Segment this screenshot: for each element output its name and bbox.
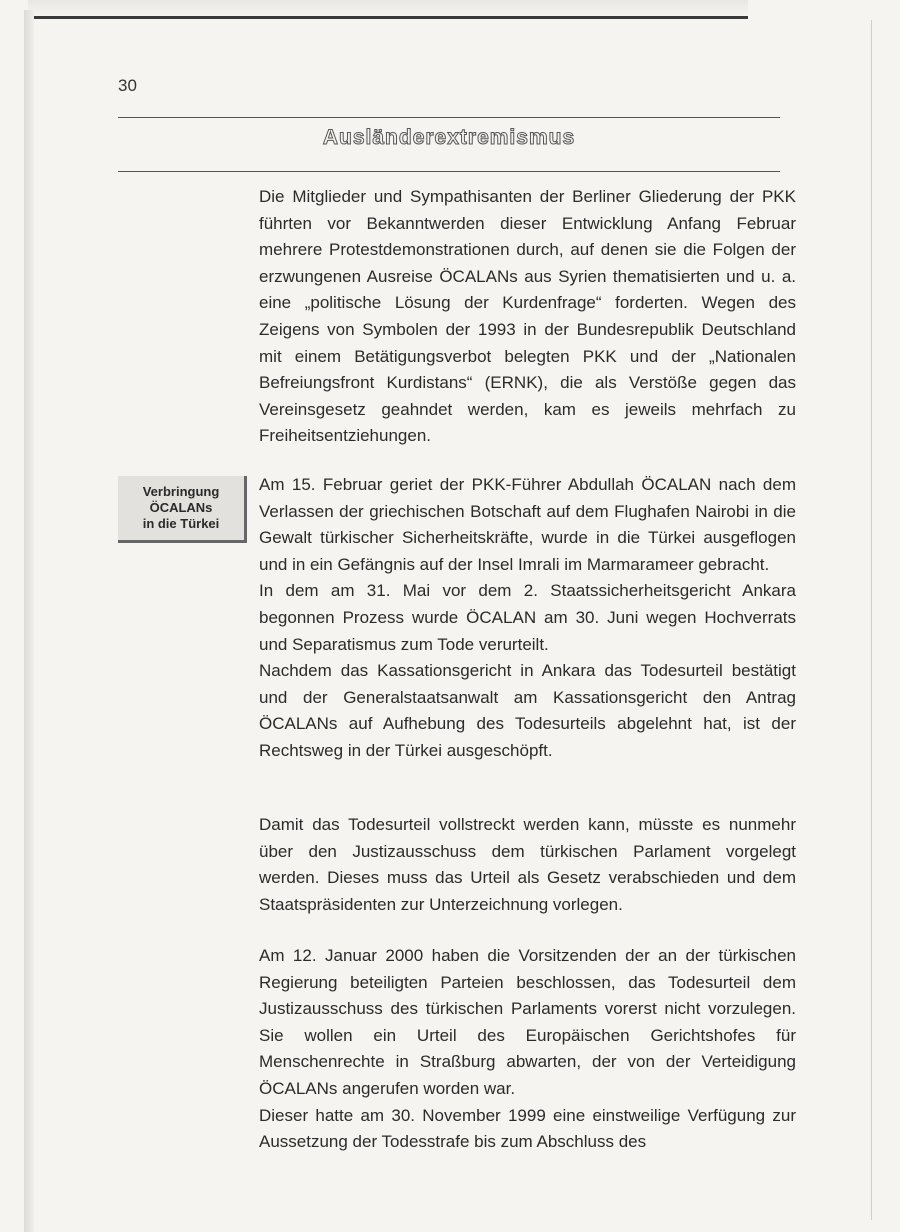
paragraph: Am 15. Februar geriet der PKK-Führer Abdullah ÖCALAN nach dem Verlassen der griechischen Botschaft auf dem Flughafen Nairobi in die Gewalt türkischer Sicherheitskräfte, wurde in die Türkei ausgeflogen und in ein Gefängnis auf der Insel Imrali im Marmarameer gebracht. bbox=[259, 475, 796, 574]
page-number: 30 bbox=[118, 76, 137, 95]
body-section-3 bbox=[259, 812, 796, 918]
running-title: Ausländerextremismus bbox=[322, 126, 576, 149]
scan-right-edge bbox=[871, 20, 872, 1220]
paragraph: Am 12. Januar 2000 haben die Vorsitzenden der an der türkischen Regierung beteiligten Parteien beschlossen, das Todesurteil dem Justizausschuss des türkischen Parlaments vorerst nicht vorzulegen. Sie wollen ein Urteil des Europäischen Gerichtshofes für Menschenrechte in Straßburg abwarten, der von der Verteidigung ÖCALANs angerufen worden war. bbox=[259, 946, 796, 1098]
header-rule-top bbox=[118, 117, 780, 118]
paragraph: Damit das Todesurteil vollstreckt werden kann, müsste es nunmehr über den Justizausschuss dem türkischen Parlament vorgelegt werden. Dieses muss das Urteil als Gesetz verabschieden und dem Staatspräsidenten zur Unterzeichnung vorlegen. bbox=[259, 815, 796, 914]
scan-left-edge bbox=[24, 10, 34, 1232]
body-section-4 bbox=[259, 943, 796, 1156]
scan-top-edge bbox=[28, 0, 748, 19]
margin-note-line: Verbringung bbox=[142, 484, 220, 499]
paragraph: In dem am 31. Mai vor dem 2. Staatssicherheitsgericht Ankara begonnen Prozess wurde ÖCALAN am 30. Juni wegen Hochverrats und Separatismus zum Tode verurteilt. bbox=[259, 581, 796, 654]
paragraph: Nachdem das Kassationsgericht in Ankara das Todesurteil bestätigt und der Generalstaatsanwalt am Kassationsgericht den Antrag ÖCALANs auf Aufhebung des Todesurteils abgelehnt hat, ist der Rechtsweg in der Türkei ausgeschöpft. bbox=[259, 661, 796, 760]
margin-note bbox=[118, 476, 247, 543]
margin-note-line: in die Türkei bbox=[142, 516, 220, 531]
body-section-2 bbox=[259, 472, 796, 765]
paragraph: Dieser hatte am 30. November 1999 eine einstweilige Verfügung zur Aussetzung der Todesstrafe bis zum Abschluss des bbox=[259, 1105, 796, 1152]
margin-note-line: ÖCALANs bbox=[149, 500, 213, 515]
paragraph: Die Mitglieder und Sympathisanten der Berliner Gliederung der PKK führten vor Bekanntwerden dieser Entwicklung Anfang Februar mehrere Protestdemonstrationen durch, auf denen sie die Folgen der erzwungenen Ausreise ÖCALANs aus Syrien thematisierten und u. a. eine „politische Lösung der Kurdenfrage“ forderten. Wegen des Zeigens von Symbolen der 1993 in der Bundesrepublik Deutschland mit einem Betätigungsverbot belegten PKK und der „Nationalen Befreiungsfront Kurdistans“ (ERNK), die als Verstöße gegen das Vereinsgesetz geahndet werden, kam es jeweils mehrfach zu Freiheitsentziehungen. bbox=[259, 187, 796, 446]
header-rule-bottom bbox=[118, 171, 780, 172]
body-section-1 bbox=[259, 184, 796, 450]
